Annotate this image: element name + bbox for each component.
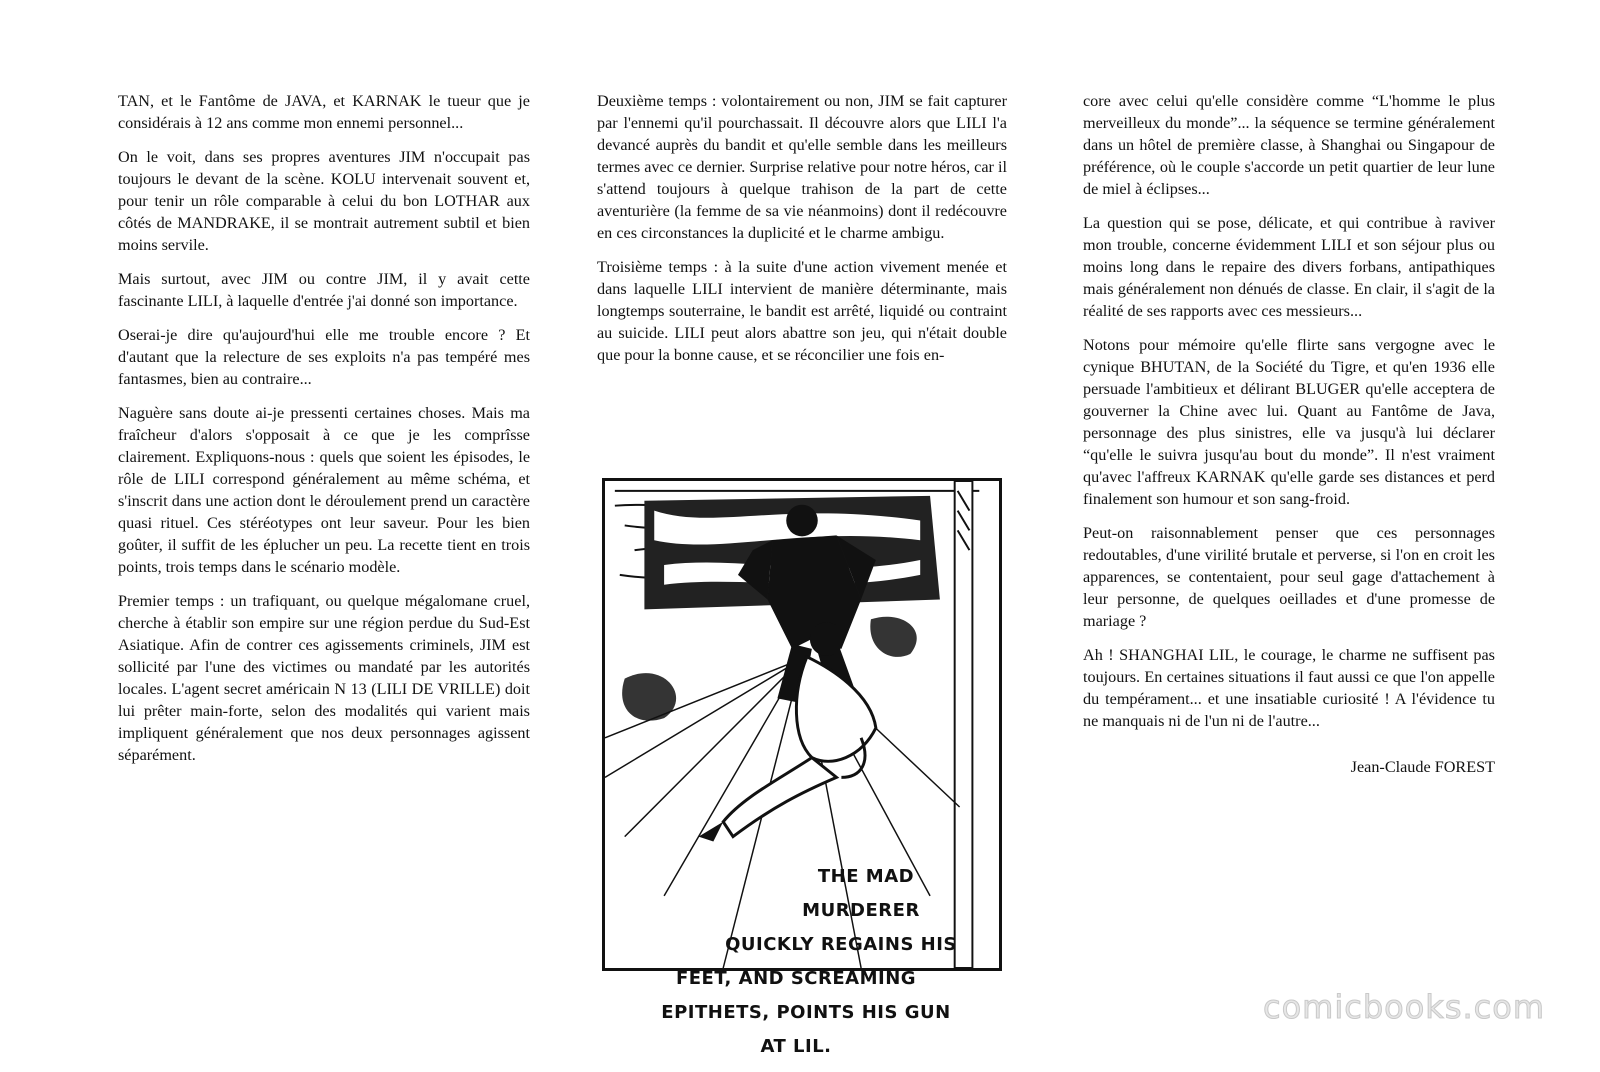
caption-line: QUICKLY REGAINS HIS — [725, 934, 957, 955]
paragraph: TAN, et le Fantôme de JAVA, et KARNAK le tueur que je considérais à 12 ans comme mon ennemi personnel... — [118, 92, 530, 132]
paragraph: Peut-on raisonnablement penser que ces personnages redoutables, d'une virilité brutale et perverse, si l'on en croit les apparences, se contentaient, pour seul gage d'attachement à leur personne, de quelques oeillades et d'une promesse de mariage ? — [1083, 524, 1495, 630]
paragraph: Notons pour mémoire qu'elle flirte sans vergogne avec le cynique BHUTAN, de la Société du Tigre, et qu'en 1936 elle persuade l'ambitieux et délirant BLUGER qu'elle acceptera de gouverner la Chine avec lui. Quant au Fantôme de Java, personnage des plus sinistres, elle va jusqu'à lui déclarer “qu'elle le suivra jusqu'au bout du monde”. Il n'est vraiment qu'avec l'affreux KARNAK qu'elle garde ses distances et perd finalement son humour et son sang-froid. — [1083, 336, 1495, 508]
right-text-column — [1083, 90, 1495, 790]
watermark: comicbooks.com — [1262, 988, 1545, 1026]
paragraph: La question qui se pose, délicate, et qui contribue à raviver mon trouble, concerne évidemment LILI et son séjour plus ou moins long dans le repaire des divers forbans, antipathiques mais généralement non dénués de classe. En clair, il s'agit de la réalité de ses rapports avec ces messieurs... — [1083, 214, 1495, 320]
paragraph: Ah ! SHANGHAI LIL, le courage, le charme ne suffisent pas toujours. En certaines situations il faut aussi ce que l'on appelle du tempérament... et une insatiable curiosité ! A l'évidence tu ne manquais ni de l'un ni de l'autre... — [1083, 646, 1495, 730]
panel-caption — [613, 851, 979, 1072]
paragraph: Premier temps : un trafiquant, ou quelque mégalomane cruel, cherche à établir son empire sur une région perdue du Sud-Est Asiatique. Afin de contrer ces agissements criminels, JIM est sollicité par l'une des victimes ou mandaté par les autorités locales. L'agent secret américain N 13 (LILI DE VRILLE) doit lui prêter main-forte, selon des modalités qui varient mais impliquent généralement que nos deux personnages agissent séparément. — [118, 592, 530, 764]
caption-line: EPITHETS, POINTS HIS GUN — [661, 1002, 951, 1023]
middle-text-column — [597, 90, 1007, 378]
paragraph: Oserai-je dire qu'aujourd'hui elle me trouble encore ? Et d'autant que la relecture de ses exploits n'a pas tempéré mes fantasmes, bien au contraire... — [118, 326, 530, 388]
caption-line: THE MAD — [817, 866, 915, 887]
caption-line: MURDERER — [802, 900, 920, 921]
paragraph: Mais surtout, avec JIM ou contre JIM, il y avait cette fascinante LILI, à laquelle d'entrée j'ai donné son importance. — [118, 270, 530, 310]
comic-panel — [602, 478, 1002, 1057]
paragraph: Naguère sans doute ai-je pressenti certaines choses. Mais ma fraîcheur d'alors s'opposait à ce que je les comprîsse clairement. Expliquons-nous : quels que soient les épisodes, le rôle de LILI correspond généralement au même schéma, et s'inscrit dans une action dont le déroulement prend un caractère quasi rituel. Ces stéréotypes ont leur saveur. Pour les bien goûter, il suffit de les éplucher un peu. La recette tient en trois points, trois temps dans le scénario modèle. — [118, 404, 530, 576]
caption-line: FEET, AND SCREAMING — [675, 968, 917, 989]
author-signature: Jean-Claude FOREST — [1350, 758, 1495, 776]
caption-line: AT LIL. — [760, 1036, 832, 1057]
left-text-column — [118, 90, 530, 778]
paragraph: Troisième temps : à la suite d'une action vivement menée et dans laquelle LILI intervient de manière déterminante, mais longtemps souterraine, le bandit est arrêté, liquidé ou contraint au suicide. LILI peut alors abattre son jeu, qui n'était double que pour la bonne cause, et se réconcilier une fois en- — [597, 258, 1007, 364]
paragraph: Deuxième temps : volontairement ou non, JIM se fait capturer par l'ennemi qu'il pourchassait. Il découvre alors que LILI l'a devancé auprès du bandit et qu'elle semble dans les meilleurs termes avec ce dernier. Surprise relative pour notre héros, car il s'attend toujours à quelque trahison de la part de cette aventurière (la femme de sa vie néanmoins) dont il redécouvre en ces circonstances la duplicité et le charme ambigu. — [597, 92, 1007, 242]
paragraph: On le voit, dans ses propres aventures JIM n'occupait pas toujours le devant de la scène. KOLU intervenait souvent et, pour tenir un rôle comparable à celui du bon LOTHAR aux côtés de MANDRAKE, il se montrait autrement subtil et bien moins servile. — [118, 148, 530, 254]
paragraph: core avec celui qu'elle considère comme “L'homme le plus merveilleux du monde”... la séquence se termine généralement dans un hôtel de première classe, à Shanghai ou Singapour de préférence, où le couple s'accorde un petit quartier de leur lune de miel à éclipses... — [1083, 92, 1495, 198]
